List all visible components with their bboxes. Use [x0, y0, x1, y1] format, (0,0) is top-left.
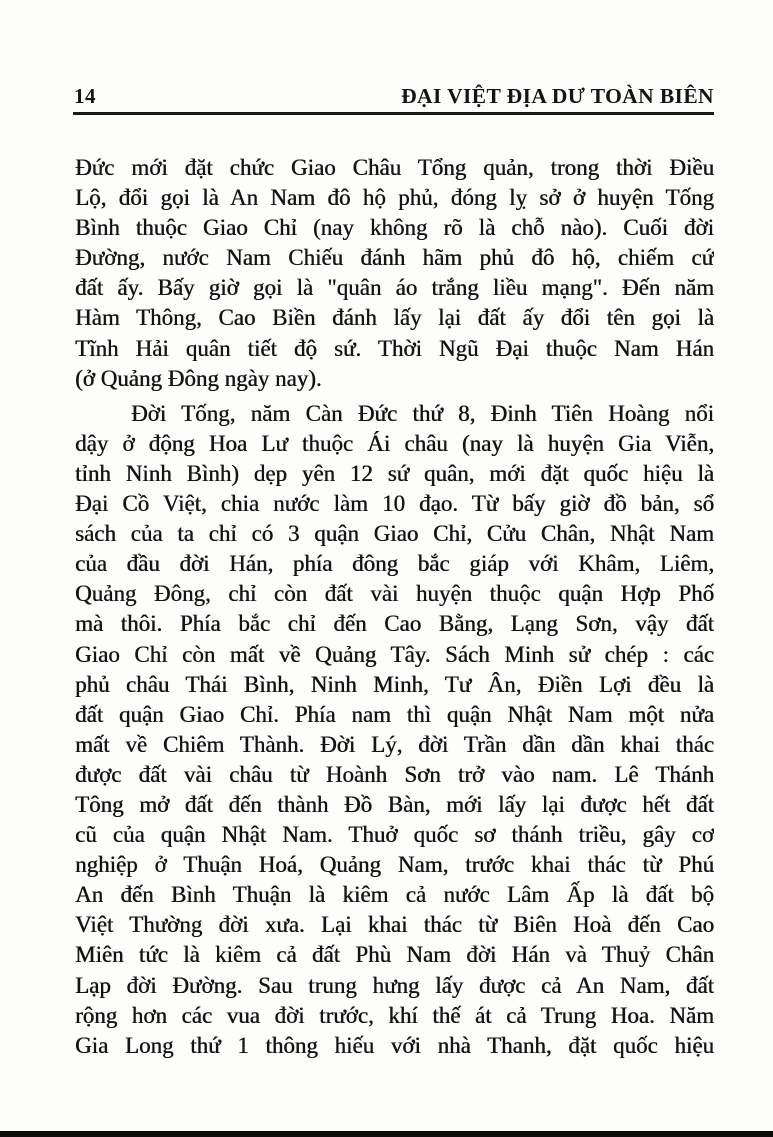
text-line: Tông mở đất đến thành Đồ Bàn, mới lấy lại được hết đất: [75, 791, 714, 817]
text-line: Gia Long thứ 1 thông hiếu với nhà Thanh, đặt quốc hiệu: [75, 1032, 714, 1058]
running-header: [74, 84, 714, 109]
text-line: An đến Bình Thuận là kiêm cả nước Lâm Ấp là đất bộ: [75, 882, 714, 908]
text-line: phủ châu Thái Bình, Ninh Minh, Tư Ân, Điền Lợi đều là: [75, 671, 714, 697]
page-number: 14: [74, 84, 96, 108]
text-line: Giao Chỉ còn mất về Quảng Tây. Sách Minh sử chép : các: [75, 641, 714, 667]
text-line: Tĩnh Hải quân tiết độ sứ. Thời Ngũ Đại thuộc Nam Hán: [75, 335, 714, 361]
text-line: mất về Chiêm Thành. Đời Lý, đời Trần dần dần khai thác: [75, 731, 714, 757]
header-rule: [73, 112, 714, 115]
text-line: nghiệp ở Thuận Hoá, Quảng Nam, trước khai thác từ Phú: [75, 852, 714, 878]
running-title: ĐẠI VIỆT ĐỊA DƯ TOÀN BIÊN: [401, 84, 714, 108]
text-line: đất ấy. Bấy giờ gọi là "quân áo trắng liều mạng". Đến năm: [75, 275, 714, 301]
text-line: dậy ở động Hoa Lư thuộc Ái châu (nay là huyện Gia Viễn,: [75, 430, 714, 456]
text-line: mà thôi. Phía bắc chỉ đến Cao Bằng, Lạng Sơn, vậy đất: [75, 611, 714, 637]
text-line: Đại Cồ Việt, chia nước làm 10 đạo. Từ bấy giờ đồ bản, sổ: [75, 491, 714, 517]
text-line: Lạp đời Đường. Sau trung hưng lấy được cả An Nam, đất: [75, 972, 714, 998]
text-line: Bình thuộc Giao Chỉ (nay không rõ là chỗ nào). Cuối đời: [75, 215, 714, 241]
text-line: đất quận Giao Chỉ. Phía nam thì quận Nhật Nam một nửa: [75, 701, 714, 727]
text-line: rộng hơn các vua đời trước, khí thế át cả Trung Hoa. Năm: [75, 1002, 714, 1028]
text-line: Việt Thường đời xưa. Lại khai thác từ Biên Hoà đến Cao: [75, 912, 714, 938]
scan-bottom-edge: [0, 1131, 773, 1137]
text-line: Lộ, đổi gọi là An Nam đô hộ phủ, đóng lỵ sở ở huyện Tống: [75, 185, 714, 211]
text-line: Đức mới đặt chức Giao Châu Tổng quản, trong thời Điều: [75, 155, 714, 180]
paragraph-2: [75, 399, 714, 1061]
text-line: sách của ta chỉ có 3 quận Giao Chỉ, Cửu Chân, Nhật Nam: [75, 521, 714, 547]
text-line: Quảng Đông, chỉ còn đất vài huyện thuộc quận Hợp Phố: [75, 581, 714, 607]
text-line: được đất vài châu từ Hoành Sơn trở vào nam. Lê Thánh: [75, 761, 714, 787]
text-line: Miên tức là kiêm cả đất Phù Nam đời Hán và Thuỷ Chân: [75, 942, 714, 968]
paragraph-1: [75, 153, 714, 394]
text-line: tỉnh Ninh Bình) dẹp yên 12 sứ quân, mới đặt quốc hiệu là: [75, 460, 714, 486]
text-line: Đời Tống, năm Càn Đức thứ 8, Đinh Tiên Hoàng nổi: [131, 400, 714, 426]
text-line: (ở Quảng Đông ngày nay).: [75, 365, 322, 391]
page-body: [75, 153, 714, 1061]
text-line: của đầu đời Hán, phía đông bắc giáp với Khâm, Liêm,: [75, 551, 714, 577]
text-line: Hàm Thông, Cao Biền đánh lấy lại đất ấy đổi tên gọi là: [75, 305, 714, 331]
text-line: cũ của quận Nhật Nam. Thuở quốc sơ thánh triều, gây cơ: [75, 822, 714, 848]
text-line: Đường, nước Nam Chiếu đánh hãm phủ đô hộ, chiếm cứ: [75, 245, 714, 271]
